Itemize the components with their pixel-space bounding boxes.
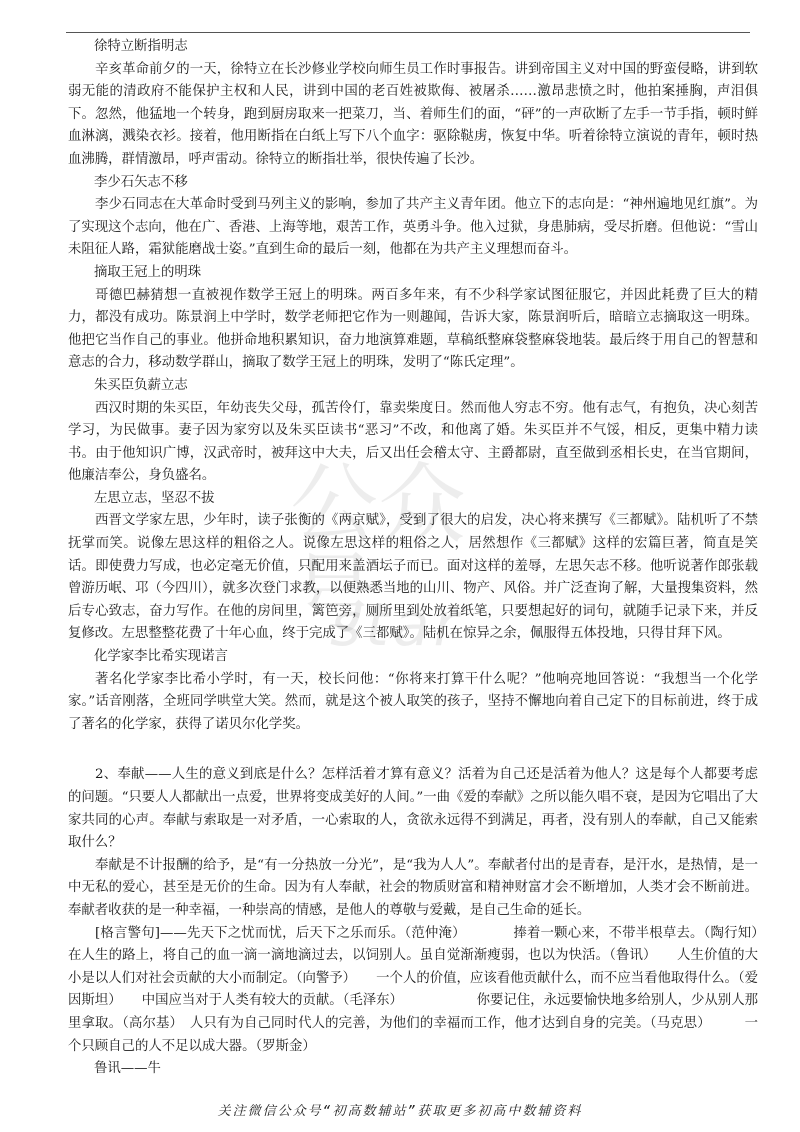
section-heading: 鲁讯——牛 <box>94 1061 161 1077</box>
watermark: 公众号 <box>290 453 467 646</box>
section-heading: 化学家李比希实现诺言 <box>94 649 228 665</box>
section-heading: 左思立志，坚忍不拔 <box>94 490 215 506</box>
section-heading: 摘取王冠上的明珠 <box>94 264 202 280</box>
section-heading: 徐特立断指明志 <box>94 39 188 54</box>
top-rule <box>66 32 750 33</box>
section-paragraph: 著名化学家李比希小学时，有一天，校长问他：“你将来打算干什么呢？”他响亮地回答说：“我想当一个化学家。”话音刚落，全班同学哄堂大笑。然而，就是这个被人取笑的孩子，坚持不懈地向着自己定下的目标前进，终于成了著名的化学家，获得了诺贝尔化学奖。 <box>68 671 758 732</box>
footer-note: 关注微信公众号“初高数辅站”获取更多初高中数辅资料 <box>217 1104 583 1119</box>
section-heading: 李少石矢志不移 <box>94 174 188 190</box>
part2-paragraph: 奉献是不计报酬的给予，是“有一分热放一分光”，是“我为人人”。奉献者付出的是青春，是汗水，是热情，是一中无私的爱心，甚至是无价的生命。因为有人奉献，社会的物质财富和精神财富才会不断增加，人类才会不断前进。奉献者收获的是一种幸福，一种崇高的情感，是他人的尊敬与爱戴，是自己生命的延长。 <box>68 857 758 918</box>
watermark-latin: star <box>330 590 463 660</box>
section-paragraph: 辛亥革命前夕的一天，徐特立在长沙修业学校向师生员工作时事报告。讲到帝国主义对中国的野蛮侵略，讲到软弱无能的清政府不能保护主权和人民，讲到中国的老百姓被欺侮、被屠杀……激昂悲愤之时，他拍案捶胸，声泪俱下。忽然，他猛地一个转身，跑到厨房取来一把菜刀，当、着师生们的面，“砰”的一声砍断了左手一节手指，顿时鲜血淋漓，溅染衣衫。接着，他用断指在白纸上写下八个血字：驱除鞑虏，恢复中华。听着徐特立演说的青年，顿时热血沸腾，群情激昂，呼声雷动。徐特立的断指壮举，很快传遍了长沙。 <box>68 61 758 167</box>
section-paragraph: 哥德巴赫猜想一直被视作数学王冠上的明珠。两百多年来，有不少科学家试图征服它，并因此耗费了巨大的精力，都没有成功。陈景润上中学时，数学老师把它作为一则趣闻，告诉大家，陈景润听后，暗暗立志摘取这一明珠。他把它当作自己的事业。他拼命地积累知识，奋力地演算难题，草稿纸整麻袋整麻袋地装。最后终于用自己的智慧和意志的合力，移动数学群山，摘取了数学王冠上的明珠，发明了“陈氏定理”。 <box>68 287 758 371</box>
section-paragraph: 李少石同志在大革命时受到马列主义的影响，参加了共产主义青年团。他立下的志向是：“神州遍地见红旗”。为了实现这个志向，他在广、香港、上海等地，艰苦工作，英勇斗争。他入过狱，身患肺病，受尽折磨。但他说：“雪山未阻征人路，霜狱能磨战士姿。”直到生命的最后一刻，他都在为共产主义理想而奋斗。 <box>68 197 758 258</box>
document-body <box>68 36 772 1081</box>
section-gap <box>68 736 758 764</box>
section-paragraph: 西晋文学家左思，少年时，读子张衡的《两京赋》，受到了很大的启发，决心将来撰写《三都赋》。陆机听了不禁抚掌而笑。说像左思这样的粗俗之人。说像左思这样的粗俗之人，居然想作《三都赋》这样的宏篇巨著，简直是笑话。即使费力写成，也必定毫无价值，只配用来盖酒坛子而已。面对这样的羞辱，左思矢志不移。他听说著作郎张载曾游历岷、邛（今四川），就多次登门求教，以便熟悉当地的山川、物产、风俗。并广泛查询了解，大量搜集资料，然后专心致志，奋力写作。在他的房间里，篱笆旁，厕所里到处放着纸笔，只要想起好的词句，就随手记录下来，并反复修改。左思整整花费了十年心血，终于完成了《三都赋》。陆机在惊异之余，佩服得五体投地，只得甘拜下风。 <box>68 513 758 642</box>
part2-intro: 2、奉献——人生的意义到底是什么？怎样活着才算有意义？活着为自己还是活着为他人？这是每个人都要考虑的问题。“只要人人都献出一点爱，世界将变成美好的人间。”一曲《爱的奉献》之所以能久唱不衰，是因为它唱出了大家共同的心声。奉献与索取是一对矛盾，一心索取的人，贪欲永远得不到满足，再者，没有别人的奉献，自己又能索取什么？ <box>68 767 758 851</box>
quotes-paragraph: [格言警句]——先天下之忧而忧，后天下之乐而乐。（范仲淹） 捧着一颗心来，不带半根草去。（陶行知） 在人生的路上，将自己的血一滴一滴地滴过去，以饲别人。虽自觉渐渐瘦弱，也以为快活。（鲁讯） 人生价值的大小是以人们对社会贡献的大小而制定。（向警予） 一个人的价值，应该看他贡献什么，而不应当看他取得什么。（爱因斯坦） 中国应当对于人类有较大的贡献。（毛泽东） 你要记住，永远要愉快地多给别人，少从别人那里拿取。（高尔基） 人只有为自己同时代人的完善，为他们的幸福而工作，他才达到自身的完美。（马克思） 一个只顾自己的人不足以成大器。（罗斯金） <box>68 925 772 1054</box>
section-paragraph: 西汉时期的朱买臣，年幼丧失父母，孤苦伶仃，靠卖柴度日。然而他人穷志不穷。他有志气，有抱负，决心刻苦学习，为民做事。妻子因为家穷以及朱买臣读书“恶习”不改，和他离了婚。朱买臣并不气馁，相反，更集中精力读书。由于他知识广博，汉武帝时，被拜这中大夫，后又出任会稽太守、主爵都尉，直至做到丞相长史，在当官期间，他廉洁奉公，身负盛名。 <box>68 400 758 484</box>
section-heading: 朱买臣负薪立志 <box>94 377 188 393</box>
